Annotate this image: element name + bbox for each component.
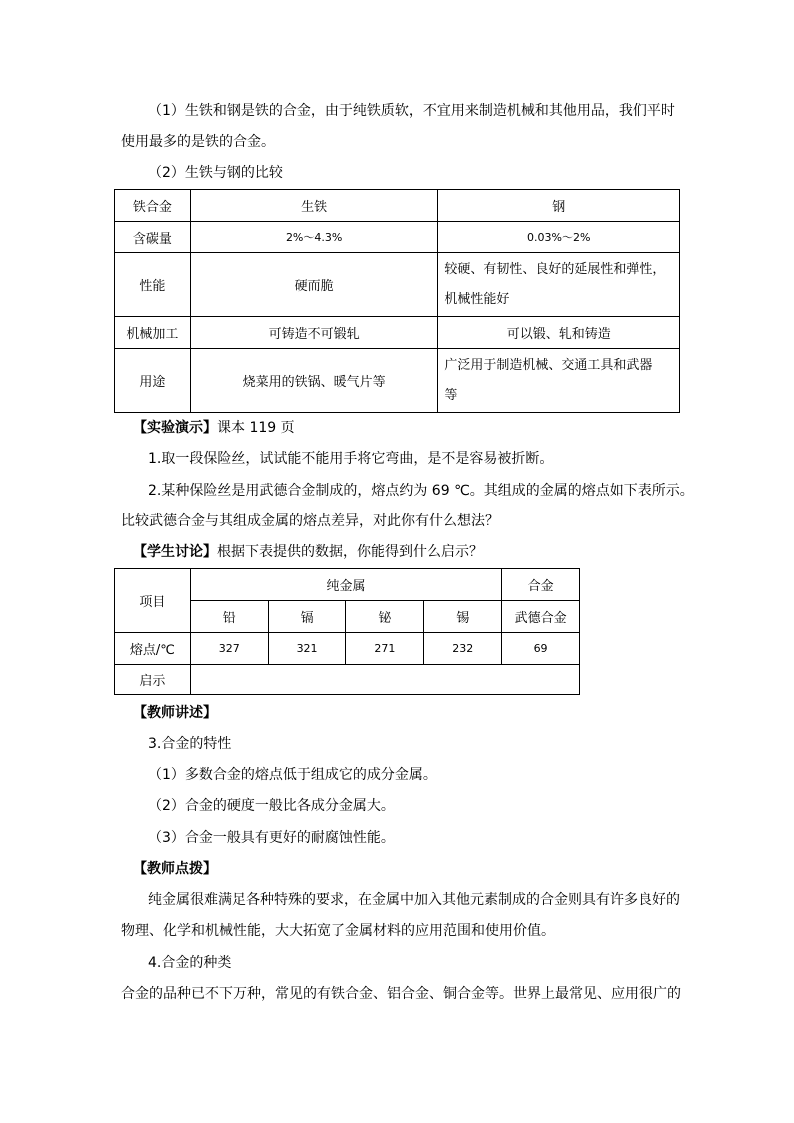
alloy-property-1: （1）多数合金的熔点低于组成它的成分金属。: [148, 767, 437, 783]
melting-point-value: 232: [424, 633, 502, 665]
alloy-name: 武德合金: [502, 601, 580, 633]
table-cell: 烧菜用的铁锅、暖气片等: [190, 349, 438, 413]
cell-line: 等: [444, 387, 458, 403]
experiment-reference: 课本 119 页: [217, 420, 295, 436]
teacher-lecture-title: 【教师讲述】: [133, 705, 217, 721]
iron-steel-table: [114, 189, 680, 413]
discussion-line: [133, 542, 483, 562]
alloy-header: 合金: [502, 569, 580, 601]
metal-name: 镉: [268, 601, 346, 633]
table-row: [115, 190, 680, 222]
table-cell: 可以锻、轧和铸造: [438, 317, 680, 349]
melting-point-value: 321: [268, 633, 346, 665]
experiment-title: 【实验演示】: [133, 420, 217, 436]
melting-point-value: 327: [190, 633, 268, 665]
table-cell: 可铸造不可锻轧: [190, 317, 438, 349]
table-header-cell: 钢: [438, 190, 680, 222]
table-cell: 0.03%～2%: [438, 222, 680, 253]
table-row: [115, 253, 680, 317]
discussion-text: 根据下表提供的数据，你能得到什么启示？: [217, 544, 483, 560]
table-cell: 硬而脆: [190, 253, 438, 317]
discussion-title: 【学生讨论】: [133, 544, 217, 560]
metal-name: 铋: [346, 601, 424, 633]
para-iron-alloy-line1: （1）生铁和钢是铁的合金，由于纯铁质软，不宜用来制造机械和其他用品，我们平时: [148, 103, 675, 119]
teacher-tip-title: 【教师点拨】: [133, 861, 217, 877]
cell-line: 机械性能好: [444, 291, 510, 307]
para-compare-title: （2）生铁与钢的比较: [148, 165, 283, 181]
table-header-cell: 铁合金: [115, 190, 191, 222]
table-row: [115, 222, 680, 253]
table-row: [115, 633, 580, 665]
experiment-step-2-line2: 比较武德合金与其组成金属的熔点差异，对此你有什么想法？: [121, 513, 499, 529]
row-label: 机械加工: [115, 317, 191, 349]
melting-point-value: 271: [346, 633, 424, 665]
row-label: 熔点/℃: [115, 633, 191, 665]
pure-metal-header: 纯金属: [190, 569, 501, 601]
row-label: 启示: [115, 665, 191, 695]
table-row: [115, 317, 680, 349]
table-header-cell: 生铁: [190, 190, 438, 222]
alloy-kinds-title: 4.合金的种类: [148, 955, 232, 971]
row-label: 含碳量: [115, 222, 191, 253]
melting-point-table: [114, 568, 580, 695]
teacher-tip-line2: 物理、化学和机械性能，大大拓宽了金属材料的应用范围和使用价值。: [121, 923, 555, 939]
alloy-kinds-line1: 合金的品种已不下万种，常见的有铁合金、铝合金、铜合金等。世界上最常见、应用很广的: [121, 986, 681, 1002]
table-row: [115, 349, 680, 413]
table-row: [115, 665, 580, 695]
table-cell: 2%～4.3%: [190, 222, 438, 253]
experiment-step-2-line1: 2.某种保险丝是用武德合金制成的，熔点约为 69 ℃。其组成的金属的熔点如下表所示。: [148, 483, 694, 499]
metal-name: 铅: [190, 601, 268, 633]
teacher-tip-line1: 纯金属很难满足各种特殊的要求，在金属中加入其他元素制成的合金则具有许多良好的: [148, 892, 680, 908]
table-cell: [438, 253, 680, 317]
experiment-line: [133, 418, 295, 438]
metal-name: 锡: [424, 601, 502, 633]
experiment-step-1: 1.取一段保险丝，试试能不能用手将它弯曲，是不是容易被折断。: [148, 451, 554, 467]
row-label: 性能: [115, 253, 191, 317]
alloy-property-2: （2）合金的硬度一般比各成分金属大。: [148, 798, 395, 814]
alloy-property-title: 3.合金的特性: [148, 736, 232, 752]
alloy-property-3: （3）合金一般具有更好的耐腐蚀性能。: [148, 830, 395, 846]
para-iron-alloy-line2: 使用最多的是铁的合金。: [121, 134, 275, 150]
item-header: 项目: [115, 569, 191, 633]
cell-line: 较硬、有韧性、良好的延展性和弹性，: [444, 261, 666, 277]
melting-point-value: 69: [502, 633, 580, 665]
cell-line: 广泛用于制造机械、交通工具和武器: [444, 357, 653, 373]
table-row: [115, 569, 580, 601]
hint-blank-cell: [190, 665, 579, 695]
table-cell: [438, 349, 680, 413]
row-label: 用途: [115, 349, 191, 413]
